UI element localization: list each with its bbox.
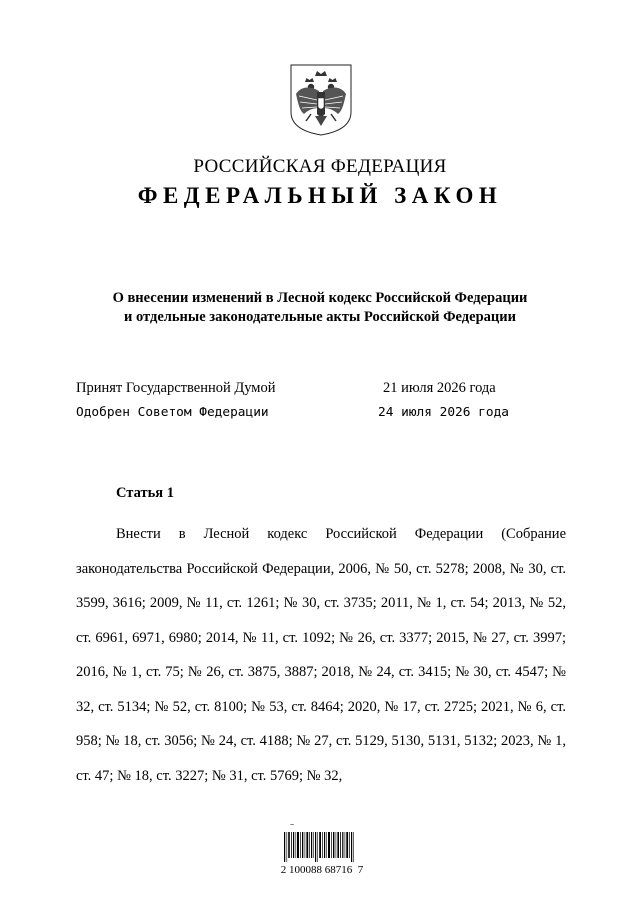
country-name: РОССИЙСКАЯ ФЕДЕРАЦИЯ [193,156,447,177]
barcode-mark: ~ [290,822,295,829]
article-heading: Статья 1 [116,485,174,501]
barcode-number: 2 100088 68716 7 [280,864,364,876]
council-approval-date: 24 июля 2026 года [378,405,509,420]
law-title-line-1: О внесении изменений в Лесной кодекс Российской Федерации [112,290,528,306]
duma-adoption-label: Принят Государственной Думой [76,380,276,396]
duma-adoption-date: 21 июля 2026 года [383,380,496,396]
law-title [60,289,580,327]
article-body: Внести в Лесной кодекс Российской Федерации (Собрание законодательства Российской Федерации, 2006, № 50, ст. 5278; 2008, № 30, ст. 3599, 3616; 2009, № 11, ст. 1261; № 30, ст. 3735; 2011, № 1, ст. 54; 2013, № 52, ст. 6961, 6971, 6980; 2014, № 11, ст. 1092; № 26, ст. 3377; 2015, № 27, ст. 3997; 2016, № 1, ст. 75; № 26, ст. 3875, 3887; 2018, № 24, ст. 3415; № 30, ст. 4547; № 32, ст. 5134; № 52, ст. 8100; № 53, ст. 8464; 2020, № 17, ст. 2725; 2021, № 6, ст. 958; № 18, ст. 3056; № 24, ст. 4188; № 27, ст. 5129, 5130, 5131, 5132; 2023, № 1, ст. 47; № 18, ст. 3227; № 31, ст. 5769; № 32, [76,526,566,784]
council-approval-label: Одобрен Советом Федерации [76,405,269,420]
document-type: ФЕДЕРАЛЬНЫЙ ЗАКОН [137,183,503,208]
barcode-bars [284,832,354,862]
law-title-line-2: и отдельные законодательные акты Российской Федерации [124,309,516,325]
coat-of-arms-emblem [289,64,353,136]
